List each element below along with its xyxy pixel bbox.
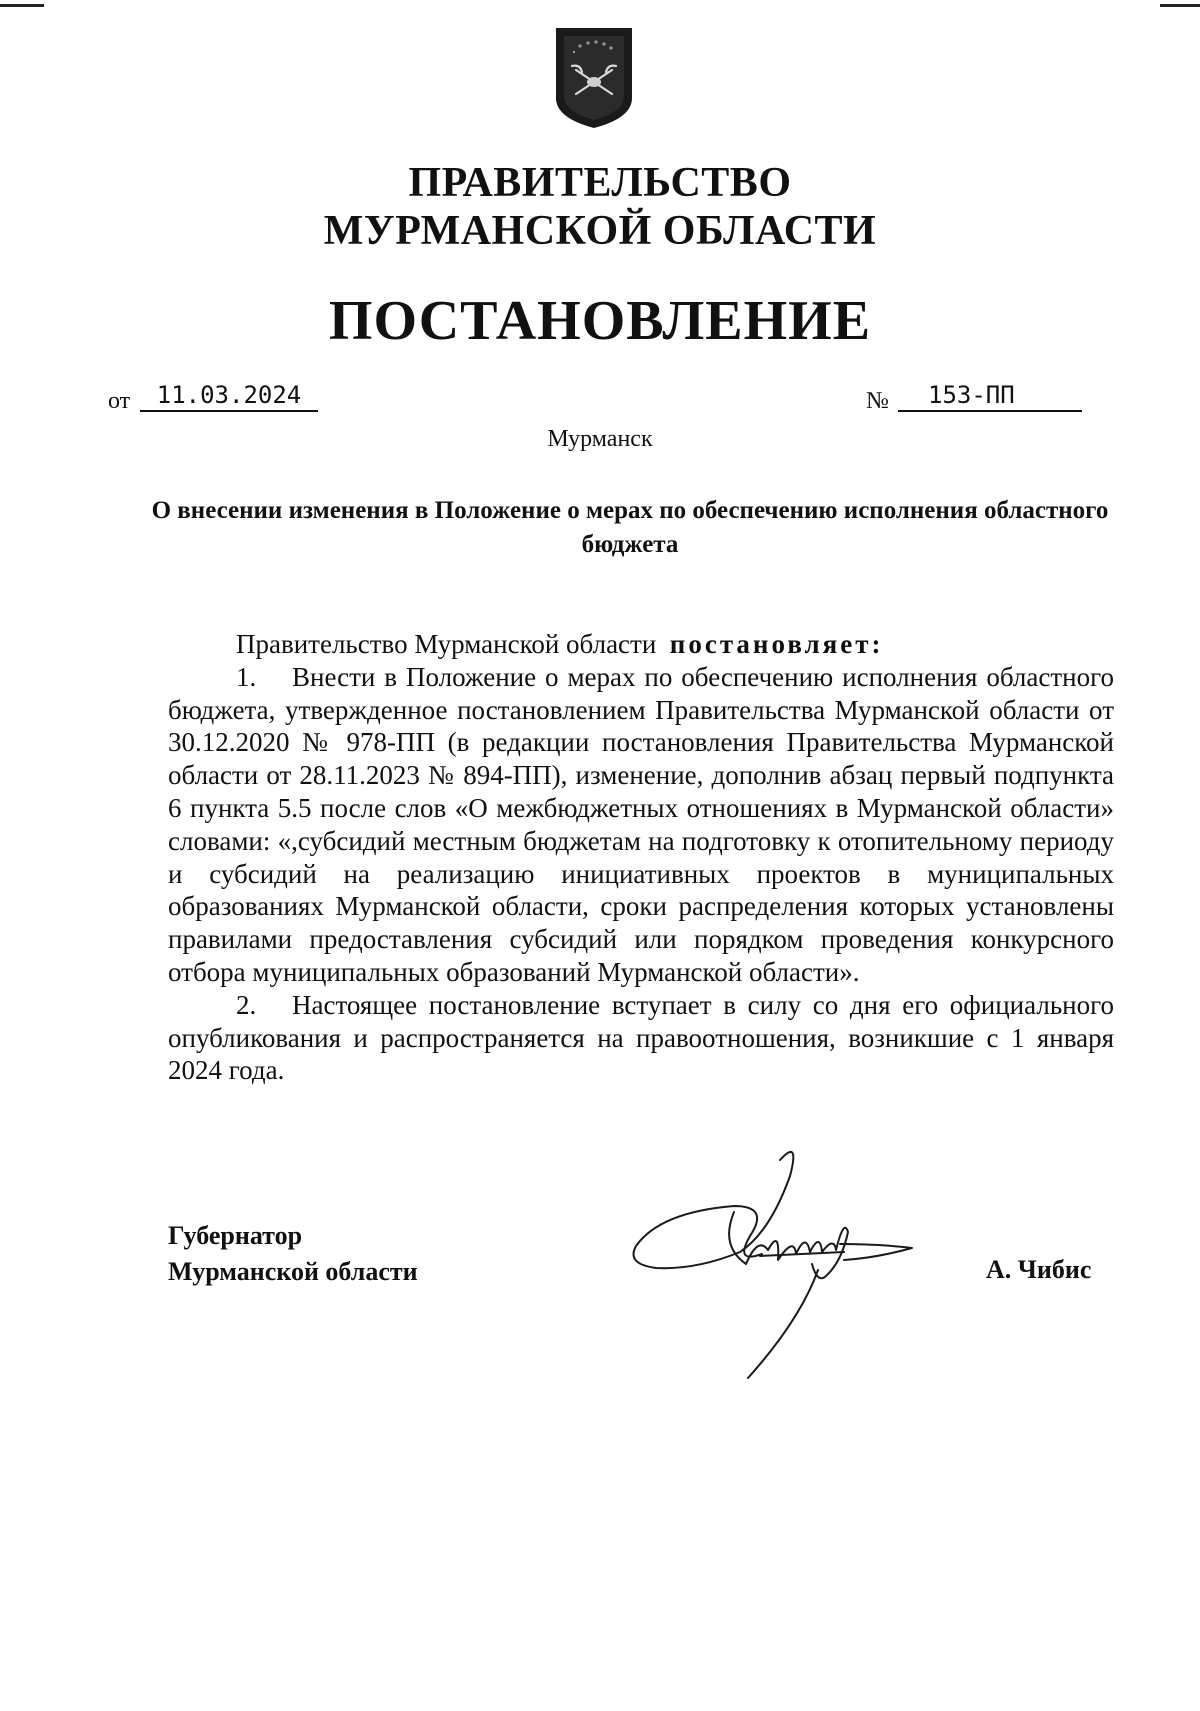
item-text: Внести в Положение о мерах по обеспечению исполнения областного бюджета, утвержденное постановлением Правительства Мурманской области от 30.12.2020 № 978-ПП (в редакции постановления Правительства Мурманской области от 28.11.2023 № 894-ПП), изменение, дополнив абзац первый подпункта 6 пункта 5.5 после слов «О межбюджетных отношениях в Мурманской области» словами: «,субсидий местным бюджетам на подготовку к отопительному периоду и субсидий на реализацию инициативных проектов в муниципальных образованиях Мурманской области, сроки распределения которых установлены правилами предоставления субсидий или порядком проведения конкурсного отбора муниципальных образований Мурманской области».	[168, 661, 1114, 987]
list-item	[168, 989, 1114, 1087]
item-number: 2.	[236, 989, 257, 1020]
handwritten-signature-icon	[630, 1140, 940, 1380]
item-text: Настоящее постановление вступает в силу со дня его официального опубликования и распространяется на правоотношения, возникшие с 1 января 2024 года.	[168, 989, 1114, 1086]
government-title-line2: МУРМАНСКОЙ ОБЛАСТИ	[323, 208, 877, 254]
signer-position-line2: Мурманской области	[168, 1257, 418, 1286]
intro-paragraph	[168, 628, 1114, 661]
signer-position-line1: Губернатор	[168, 1221, 303, 1250]
date-label: от	[108, 388, 131, 414]
signer-name: А. Чибис	[986, 1255, 1092, 1284]
coat-of-arms-icon	[554, 26, 634, 130]
city-name: Мурманск	[547, 426, 653, 452]
document-body	[168, 628, 1114, 1087]
document-subject: О внесении изменения в Положение о мерах по обеспечению исполнения областного бюджета	[151, 497, 1109, 558]
intro-text: Правительство Мурманской области	[236, 629, 657, 659]
government-title-line1: ПРАВИТЕЛЬСТВО	[408, 160, 792, 206]
document-number: 153-ПП	[898, 380, 1082, 412]
document-date: 11.03.2024	[140, 380, 318, 412]
item-number: 1.	[236, 661, 257, 692]
scan-corner-mark	[0, 4, 44, 7]
number-label: №	[866, 388, 889, 414]
list-item	[168, 661, 1114, 989]
scan-corner-mark	[1160, 4, 1200, 7]
signer-position	[168, 1218, 418, 1290]
intro-verb: постановляет:	[669, 629, 884, 659]
document-type-title: ПОСТАНОВЛЕНИЕ	[328, 290, 872, 352]
